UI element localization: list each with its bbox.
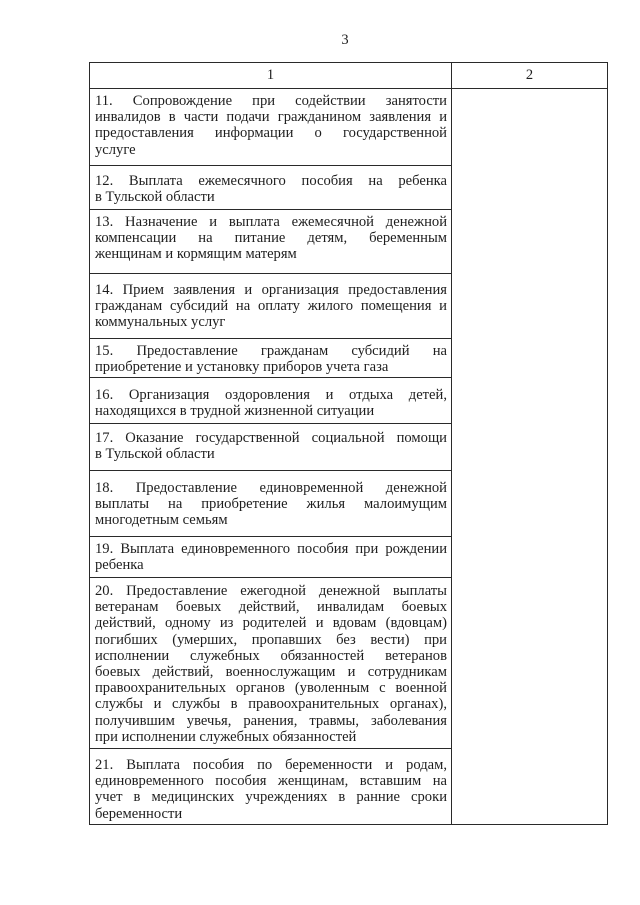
table-row bbox=[90, 537, 451, 578]
row-text-line: предоставления информации о государственной bbox=[95, 125, 447, 142]
row-text-line: 15. Предоставление гражданам субсидий на bbox=[95, 343, 447, 359]
row-text-line: правоохранительных органов (уволенным с военной bbox=[95, 680, 447, 697]
row-text-line: 20. Предоставление ежегодной денежной выплаты bbox=[95, 583, 447, 599]
row-text-line: находящихся в трудной жизненной ситуации bbox=[95, 403, 375, 420]
row-text-line: 14. Прием заявления и организация предоставления bbox=[95, 282, 447, 298]
row-text-line: 19. Выплата единовременного пособия при рождении bbox=[95, 541, 447, 557]
row-text-line: услуге bbox=[95, 141, 136, 158]
row-text-line: при исполнении служебных обязанностей bbox=[95, 728, 357, 745]
row-text-line: компенсации на питание детям, беременным bbox=[95, 230, 447, 247]
row-text-line: 17. Оказание государственной социальной помощи bbox=[95, 430, 447, 446]
row-text-line: в Тульской области bbox=[95, 189, 215, 206]
table-row bbox=[90, 578, 451, 749]
column-header-2: 2 bbox=[525, 67, 534, 83]
row-text-line: 12. Выплата ежемесячного пособия на ребенка bbox=[95, 173, 447, 189]
row-text-line: 16. Организация оздоровления и отдыха детей, bbox=[95, 387, 447, 403]
services-table bbox=[89, 62, 608, 825]
row-text-line: ветеранам боевых действий, инвалидам боевых bbox=[95, 599, 447, 616]
row-text-line: коммунальных услуг bbox=[95, 314, 226, 331]
table-header-row bbox=[90, 63, 607, 89]
row-text-line: исполнении служебных обязанностей ветеранов bbox=[95, 647, 447, 664]
column-2-cell bbox=[452, 89, 607, 824]
row-text-line: выплаты на приобретение жилья малоимущим bbox=[95, 496, 447, 513]
row-text-line: погибших (умерших, пропавших без вести) при bbox=[95, 631, 447, 648]
row-text-line: учет в медицинских учреждениях в ранние сроки bbox=[95, 789, 447, 806]
row-text-line: службы и службы в правоохранительных органах), bbox=[95, 696, 447, 713]
table-row bbox=[90, 339, 451, 378]
column-header-1: 1 bbox=[90, 63, 452, 88]
row-text-line: приобретение и установку приборов учета газа bbox=[95, 359, 389, 376]
table-row bbox=[90, 166, 451, 210]
row-text-line: 21. Выплата пособия по беременности и родам, bbox=[95, 757, 447, 773]
row-text-line: инвалидов в части подачи гражданином заявления и bbox=[95, 109, 447, 126]
row-text-line: действий, одному из родителей и вдовам (вдовцам) bbox=[95, 615, 447, 632]
row-text-line: женщинам и кормящим матерям bbox=[95, 246, 297, 263]
table-row bbox=[90, 749, 451, 824]
page-number: 3 bbox=[341, 32, 349, 48]
table-row bbox=[90, 89, 451, 166]
table-body bbox=[90, 89, 607, 824]
row-text-line: 11. Сопровождение при содействии занятости bbox=[95, 93, 447, 109]
table-row bbox=[90, 471, 451, 537]
row-text-line: беременности bbox=[95, 805, 183, 822]
row-text-line: многодетным семьям bbox=[95, 512, 228, 529]
row-text-line: в Тульской области bbox=[95, 446, 215, 463]
row-text-line: ребенка bbox=[95, 557, 144, 574]
row-text-line: 13. Назначение и выплата ежемесячной денежной bbox=[95, 214, 447, 230]
row-text-line: боевых действий, военнослужащим и сотрудникам bbox=[95, 663, 447, 680]
table-row bbox=[90, 424, 451, 471]
row-text-line: получившим увечья, ранения, травмы, заболевания bbox=[95, 712, 447, 729]
table-row bbox=[90, 378, 451, 424]
table-row bbox=[90, 274, 451, 339]
table-row bbox=[90, 210, 451, 274]
row-text-line: единовременного пособия женщинам, вставшим на bbox=[95, 773, 447, 790]
row-text-line: гражданам субсидий на оплату жилого помещения и bbox=[95, 298, 447, 315]
column-1 bbox=[90, 89, 452, 824]
row-text-line: 18. Предоставление единовременной денежной bbox=[95, 480, 447, 496]
